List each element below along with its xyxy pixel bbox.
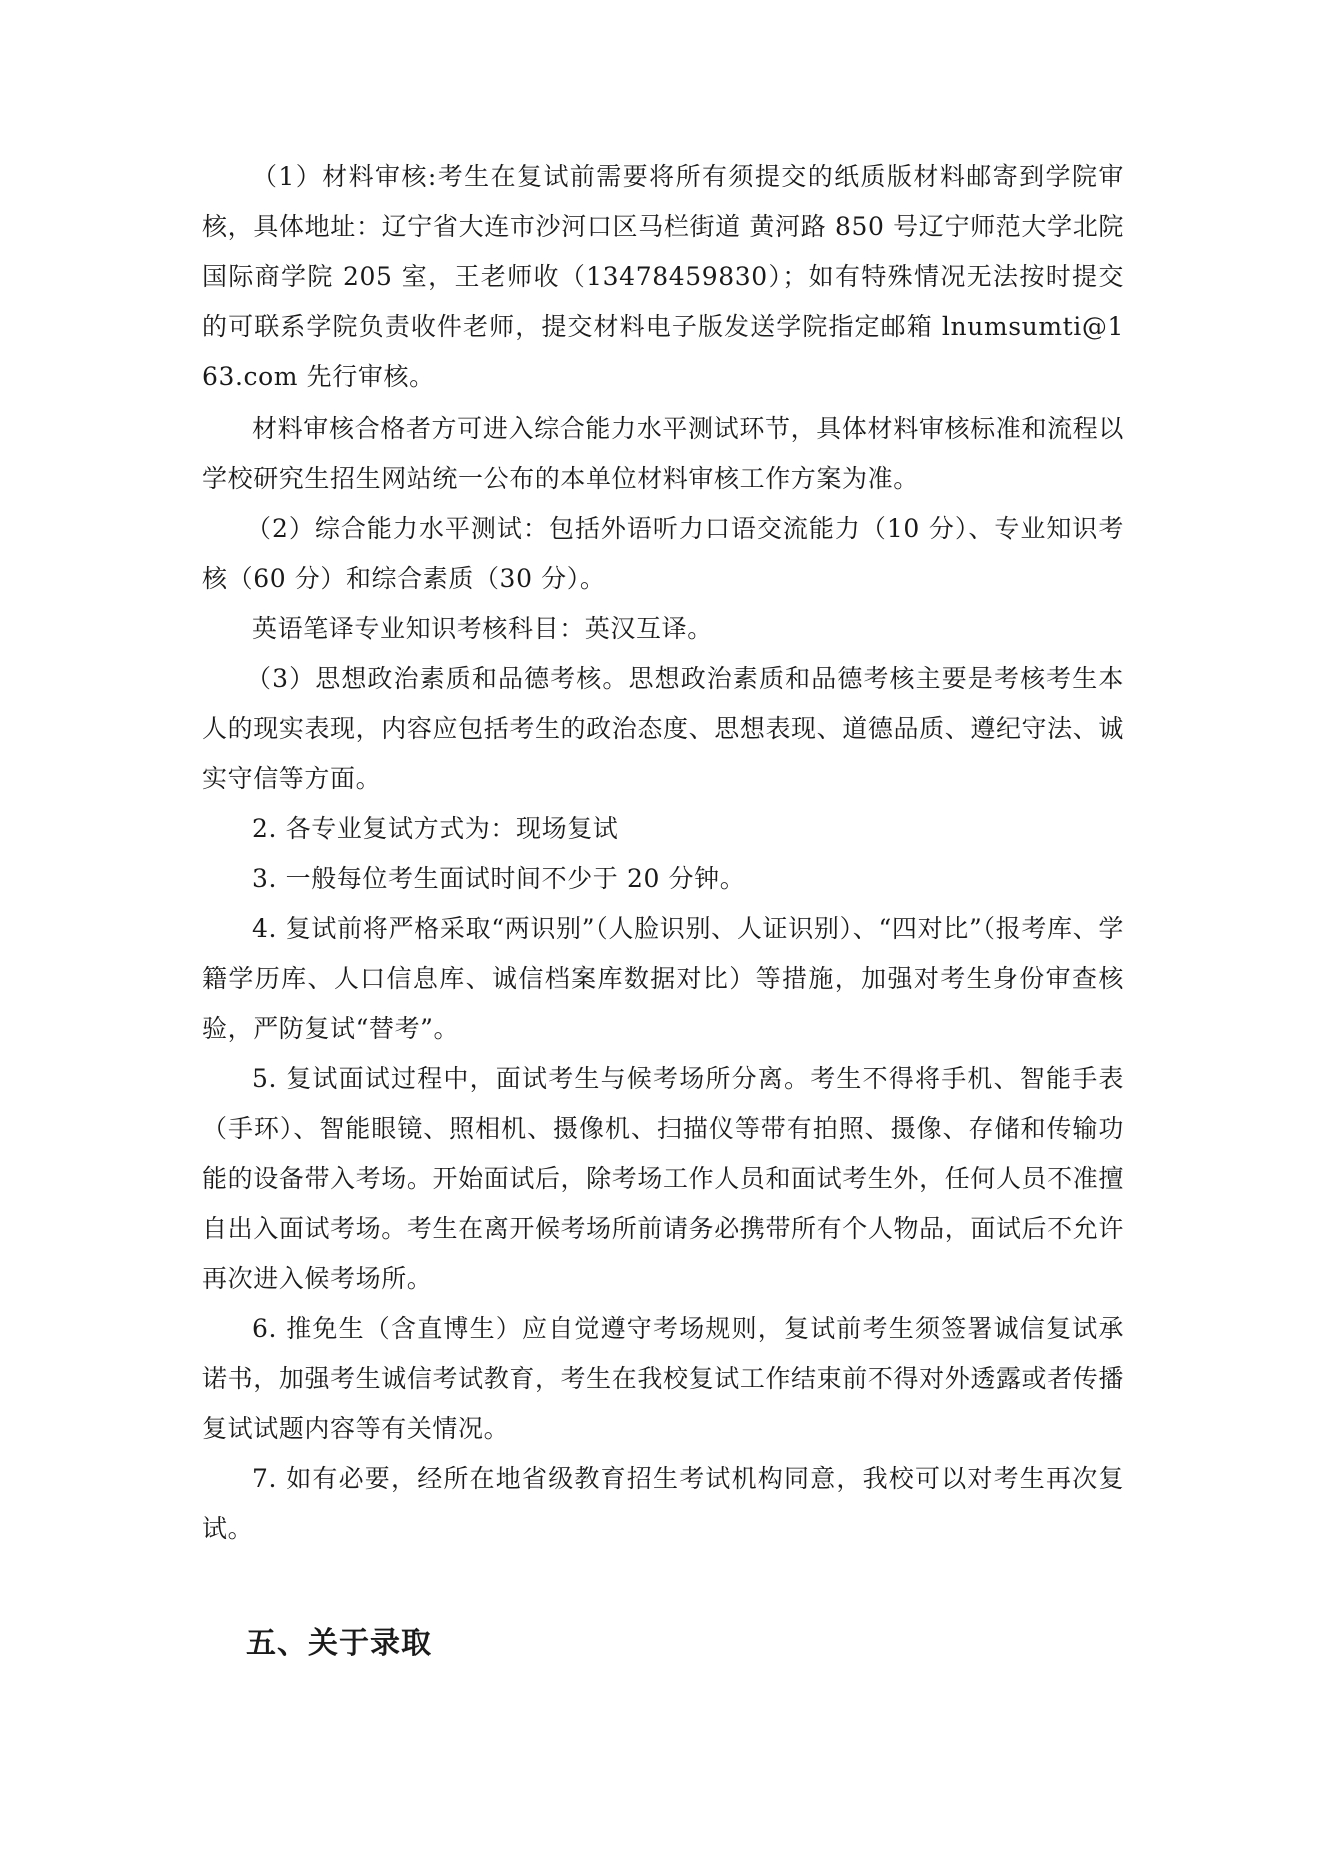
paragraph-material-review: （1）材料审核:考生在复试前需要将所有须提交的纸质版材料邮寄到学院审核，具体地址：辽宁省大连市沙河口区马栏街道 黄河路 850 号辽宁师范大学北院国际商学院 205 室，王老师收（13478459830）；如有特殊情况无法按时提交的可联系学院负责收件老师，提交材料电子版发送学院指定邮箱 lnumsumti@163.com 先行审核。 bbox=[202, 162, 1124, 391]
paragraph-political-review: （3）思想政治素质和品德考核。思想政治素质和品德考核主要是考核考生本人的现实表现，内容应包括考生的政治态度、思想表现、道德品质、遵纪守法、诚实守信等方面。 bbox=[202, 664, 1124, 793]
paragraph-item-3: 3. 一般每位考生面试时间不少于 20 分钟。 bbox=[252, 864, 746, 893]
paragraph-review-standard: 材料审核合格者方可进入综合能力水平测试环节，具体材料审核标准和流程以学校研究生招生网站统一公布的本单位材料审核工作方案为准。 bbox=[202, 414, 1124, 493]
paragraph-item-7: 7. 如有必要，经所在地省级教育招生考试机构同意，我校可以对考生再次复试。 bbox=[202, 1464, 1124, 1543]
section-heading: 五、关于录取 bbox=[246, 1626, 432, 1661]
paragraph-translation-subject: 英语笔译专业知识考核科目：英汉互译。 bbox=[252, 614, 713, 643]
paragraph-item-6: 6. 推免生（含直博生）应自觉遵守考场规则，复试前考生须签署诚信复试承诺书，加强考生诚信考试教育，考生在我校复试工作结束前不得对外透露或者传播复试试题内容等有关情况。 bbox=[202, 1314, 1124, 1443]
paragraph-comprehensive-test: （2）综合能力水平测试：包括外语听力口语交流能力（10 分）、专业知识考核（60 分）和综合素质（30 分）。 bbox=[202, 514, 1124, 593]
paragraph-item-4: 4. 复试前将严格采取“两识别”（人脸识别、人证识别）、“四对比”（报考库、学籍学历库、人口信息库、诚信档案库数据对比）等措施，加强对考生身份审查核验，严防复试“替考”。 bbox=[202, 914, 1124, 1043]
paragraph-item-2: 2. 各专业复试方式为：现场复试 bbox=[252, 814, 619, 843]
paragraph-item-5: 5. 复试面试过程中，面试考生与候考场所分离。考生不得将手机、智能手表（手环）、智能眼镜、照相机、摄像机、扫描仪等带有拍照、摄像、存储和传输功能的设备带入考场。开始面试后，除考场工作人员和面试考生外，任何人员不准擅自出入面试考场。考生在离开候考场所前请务必携带所有个人物品，面试后不允许再次进入候考场所。 bbox=[202, 1064, 1124, 1293]
